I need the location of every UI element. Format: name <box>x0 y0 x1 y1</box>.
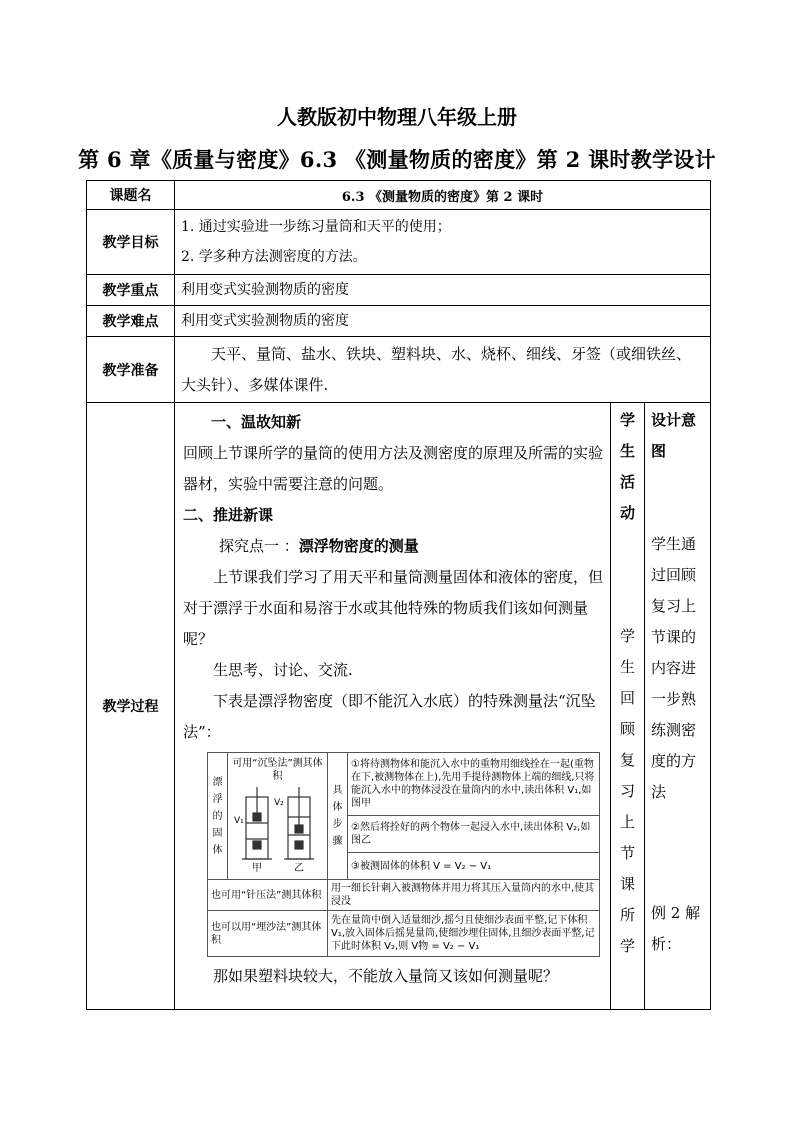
step-1: ①将待测物体和能沉入水中的重物用细线拴在一起(重物在下,被测物体在上),先用手提待测物体上端的细线,只将能沉入水中的物体浸没在量筒内的水中,读出体积 V₁,如图甲 <box>348 753 600 816</box>
process-label: 教学过程 <box>87 403 175 1010</box>
difficulty-label: 教学难点 <box>87 306 175 337</box>
prep-label: 教学准备 <box>87 337 175 403</box>
para-3: 下表是漂浮物密度（即不能沉入水底）的特殊测量法“沉坠法”： <box>183 692 596 741</box>
cylinder-jia <box>242 787 272 859</box>
student-activity-header: 学生活动 <box>619 411 635 522</box>
lesson-plan-table <box>86 180 711 1010</box>
inquiry-title: 漂浮物密度的测量 <box>298 537 419 555</box>
para-1: 上节课我们学习了用天平和量筒测量固体和液体的密度，但对于漂浮于水面和易溶于水或其他特殊的物质我们该如何测量呢？ <box>183 568 604 648</box>
label-v1: V₁ <box>233 816 244 826</box>
sinking-method-cell <box>228 753 328 880</box>
needle-method: 也可用“针压法”测其体积 <box>208 880 328 911</box>
floating-solid-label: 漂浮的固体 <box>208 753 228 880</box>
sinking-method-table <box>207 752 600 957</box>
sand-method: 也可以用“埋沙法”测其体积 <box>208 911 328 957</box>
design-intent-example: 例 2 解析： <box>651 904 701 953</box>
sinking-method-title: 可用“沉坠法”测其体积 <box>232 758 323 782</box>
course-value: 6.3 《测量物质的密度》第 2 课时 <box>175 181 711 210</box>
key-value: 利用变式实验测物质的密度 <box>175 275 711 306</box>
page-title: 人教版初中物理八年级上册 <box>277 105 517 129</box>
goal-cell <box>175 210 711 275</box>
goal-label: 教学目标 <box>87 210 175 275</box>
inquiry-prefix: 探究点一 ： <box>219 537 299 555</box>
page-subtitle: 第 6 章《质量与密度》6.3 《测量物质的密度》第 2 课时教学设计 <box>78 147 716 172</box>
process-content <box>175 403 611 1010</box>
prep-value: 天平、量筒、盐水、铁块、塑料块、水、烧杯、细线、牙签（或细铁丝、大头针）、多媒体课件. <box>175 337 711 403</box>
section2-heading: 二、推进新课 <box>183 506 274 524</box>
student-activity-cell <box>611 403 645 1010</box>
step-2: ②然后将拴好的两个物体一起浸入水中,读出体积 V₂,如图乙 <box>348 815 600 853</box>
label-v2: V₂ <box>273 798 284 808</box>
design-intent-header: 设计意图 <box>651 411 697 460</box>
steps-label: 具体步骤 <box>328 753 348 880</box>
inquiry-line <box>183 531 604 562</box>
step-3: ③被测固体的体积 V = V₂ − V₁ <box>348 853 600 880</box>
design-intent-cell <box>645 403 711 1010</box>
difficulty-value: 利用变式实验测物质的密度 <box>175 306 711 337</box>
para-2: 生思考、讨论、交流. <box>213 661 353 679</box>
design-intent-body: 学生通过回顾复习上节课的内容进一步熟练测密度的方法 <box>651 535 697 801</box>
section1-heading: 一、温故知新 <box>211 413 302 431</box>
goal-item-1: 1. 通过实验进一步练习量筒和天平的使用； <box>181 219 451 235</box>
label-yi: 乙 <box>293 863 304 873</box>
cylinder-yi <box>284 787 314 859</box>
label-jia: 甲 <box>251 863 262 873</box>
cylinder-figure <box>232 783 324 873</box>
goal-item-2: 2. 学多种方法测密度的方法。 <box>181 249 367 265</box>
needle-desc: 用一细长针刺入被测物体并用力将其压入量筒内的水中,使其浸没 <box>328 880 600 911</box>
course-label: 课题名 <box>87 181 175 210</box>
sand-desc: 先在量筒中倒入适量细沙,摇匀且使细沙表面平整,记下体积 V₁,放入固体后摇晃量筒,使细沙埋住固体,且细沙表面平整,记下此时体积 V₂,则 V物 = V₂ − V₁ <box>328 911 600 957</box>
section1-text: 回顾上节课所学的量筒的使用方法及测密度的原理及所需的实验器材，实验中需要注意的问题。 <box>183 444 604 493</box>
key-label: 教学重点 <box>87 275 175 306</box>
student-activity-body: 学生回顾复习上节课所学 <box>619 627 635 955</box>
final-question: 那如果塑料块较大，不能放入量筒又该如何测量呢？ <box>213 967 559 985</box>
